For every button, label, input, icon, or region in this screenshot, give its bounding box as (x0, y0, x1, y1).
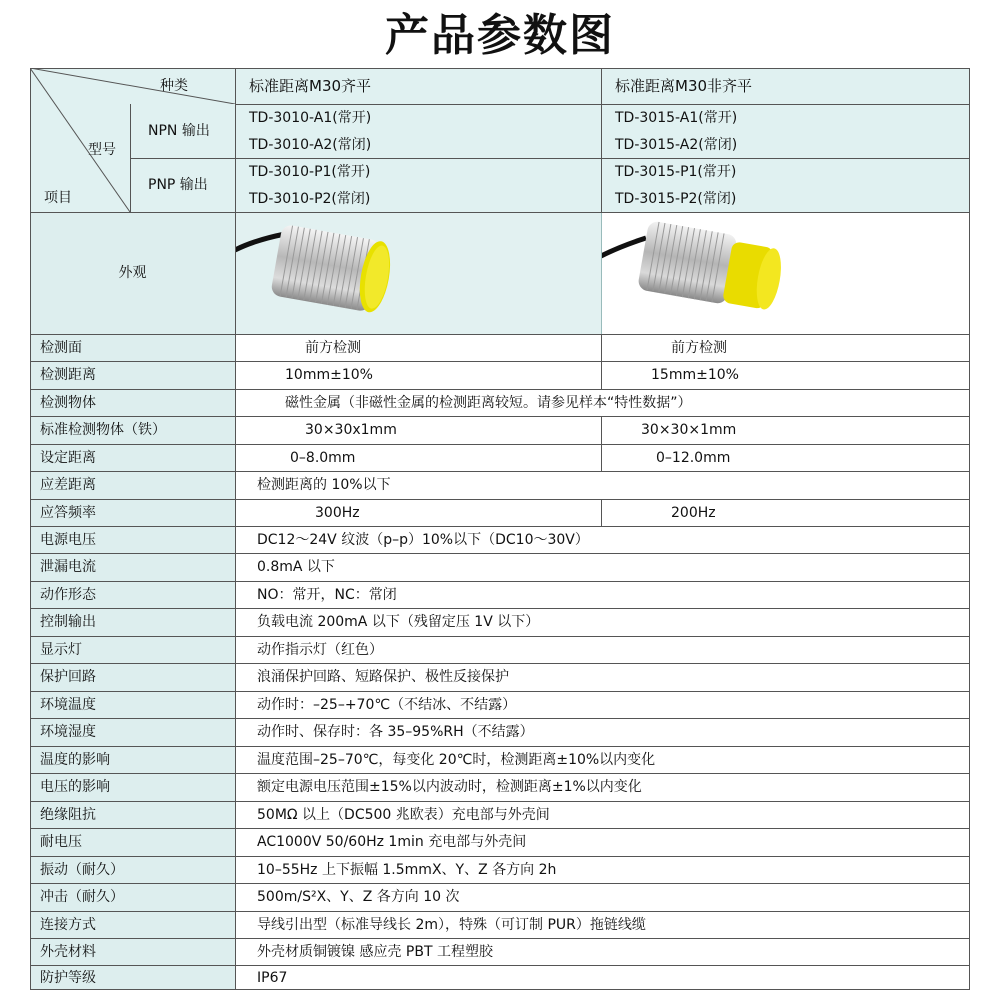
h-line (30, 773, 970, 774)
h-line (30, 553, 970, 554)
page-title: 产品参数图 (385, 10, 615, 61)
row-label: 显示灯 (30, 636, 235, 663)
col2-model-2: TD-3015-A2(常闭) (601, 131, 970, 158)
h-line (30, 444, 970, 445)
h-line (30, 499, 970, 500)
row-value: 浪涌保护回路、短路保护、极性反接保护 (235, 663, 970, 691)
row-value: 动作指示灯（红色） (235, 636, 970, 663)
row-label: 连接方式 (30, 911, 235, 938)
h-line (30, 471, 970, 472)
h-line (30, 212, 970, 213)
flush-sensor-image (235, 212, 601, 334)
appearance-label: 外观 (30, 212, 235, 334)
npn-label: NPN 输出 (130, 104, 235, 158)
col2-model-1: TD-3015-A1(常开) (601, 104, 970, 131)
row-value: 动作时：–25–+70℃（不结冰、不结露） (235, 691, 970, 718)
table-border-left (30, 68, 31, 990)
h-line (30, 416, 970, 417)
type-label: 种类 (160, 78, 188, 94)
pnp-label: PNP 输出 (130, 158, 235, 212)
h-line (30, 581, 970, 582)
h-line (30, 718, 970, 719)
h-line (30, 526, 970, 527)
h-line (30, 691, 970, 692)
divider-split (601, 499, 602, 526)
row-label: 电源电压 (30, 526, 235, 553)
row-value: 外壳材质铜镀镍 感应壳 PBT 工程塑胶 (235, 938, 970, 965)
row-value: 50MΩ 以上（DC500 兆欧表）充电部与外壳间 (235, 801, 970, 828)
row-value-col1: 10mm±10% (235, 361, 601, 389)
row-value: 检测距离的 10%以下 (235, 471, 970, 499)
col2-model-3: TD-3015-P1(常开) (601, 158, 970, 185)
h-line (30, 361, 970, 362)
row-label: 标准检测物体（铁） (30, 416, 235, 444)
row-label: 控制输出 (30, 608, 235, 636)
table-border-top (30, 68, 970, 69)
row-label: 环境温度 (30, 691, 235, 718)
row-value: IP67 (235, 965, 970, 990)
appearance-photo-1 (235, 212, 601, 334)
row-label: 动作形态 (30, 581, 235, 608)
h-line (30, 801, 970, 802)
row-label: 绝缘阻抗 (30, 801, 235, 828)
row-value-col2: 0–12.0mm (601, 444, 970, 471)
table-border-right (969, 68, 970, 990)
row-label: 耐电压 (30, 828, 235, 856)
row-label: 应差距离 (30, 471, 235, 499)
row-label: 检测距离 (30, 361, 235, 389)
row-value: 0.8mA 以下 (235, 553, 970, 581)
row-value-col1: 30×30x1mm (235, 416, 601, 444)
row-value-col2: 前方检测 (601, 334, 970, 361)
spec-table (30, 68, 970, 990)
row-label: 外壳材料 (30, 938, 235, 965)
nonflush-sensor-image (601, 212, 970, 334)
row-value-col2: 30×30×1mm (601, 416, 970, 444)
h-line (130, 158, 970, 159)
divider-label-column (235, 68, 236, 990)
table-border-bottom (30, 989, 970, 990)
row-label: 检测面 (30, 334, 235, 361)
h-line (30, 911, 970, 912)
h-line (30, 608, 970, 609)
col2-model-4: TD-3015-P2(常闭) (601, 185, 970, 212)
h-line (30, 389, 970, 390)
h-line (30, 334, 970, 335)
row-value: 500m/S²X、Y、Z 各方向 10 次 (235, 883, 970, 911)
row-value: 负载电流 200mA 以下（残留定压 1V 以下） (235, 608, 970, 636)
row-value: 动作时、保存时：各 35–95%RH（不结露） (235, 718, 970, 746)
row-value: 温度范围–25–70℃，每变化 20℃时，检测距离±10%以内变化 (235, 746, 970, 773)
h-line (30, 746, 970, 747)
row-value: NO：常开，NC：常闭 (235, 581, 970, 608)
row-value-col1: 300Hz (235, 499, 601, 526)
row-label: 冲击（耐久） (30, 883, 235, 911)
row-value: 10–55Hz 上下振幅 1.5mmX、Y、Z 各方向 2h (235, 856, 970, 883)
row-label: 防护等级 (30, 965, 235, 990)
row-label: 电压的影响 (30, 773, 235, 801)
h-line (30, 938, 970, 939)
row-label: 泄漏电流 (30, 553, 235, 581)
h-line (30, 965, 970, 966)
col1-model-3: TD-3010-P1(常开) (235, 158, 601, 185)
col1-model-1: TD-3010-A1(常开) (235, 104, 601, 131)
h-line (235, 104, 970, 105)
row-value: 磁性金属（非磁性金属的检测距离较短。请参见样本“特性数据”） (235, 389, 970, 416)
col2-type: 标准距离M30非齐平 (601, 68, 970, 104)
row-label: 保护回路 (30, 663, 235, 691)
h-line (30, 828, 970, 829)
appearance-photo-2 (601, 212, 970, 334)
row-value-col1: 前方检测 (235, 334, 601, 361)
col1-model-4: TD-3010-P2(常闭) (235, 185, 601, 212)
row-label: 设定距离 (30, 444, 235, 471)
h-line (30, 663, 970, 664)
h-line (30, 856, 970, 857)
row-label: 应答频率 (30, 499, 235, 526)
row-label: 温度的影响 (30, 746, 235, 773)
divider-model-column (601, 212, 602, 334)
row-value-col2: 200Hz (601, 499, 970, 526)
row-value: DC12～24V 纹波（p–p）10%以下（DC10～30V） (235, 526, 970, 553)
row-value: 导线引出型（标准导线长 2m），特殊（可订制 PUR）拖链线缆 (235, 911, 970, 938)
row-value-col1: 0–8.0mm (235, 444, 601, 471)
row-value: 额定电源电压范围±15%以内波动时，检测距离±1%以内变化 (235, 773, 970, 801)
divider-model-column (601, 68, 602, 212)
row-label: 环境湿度 (30, 718, 235, 746)
row-value-col2: 15mm±10% (601, 361, 970, 389)
row-value: AC1000V 50/60Hz 1min 充电部与外壳间 (235, 828, 970, 856)
row-label: 振动（耐久） (30, 856, 235, 883)
col1-type: 标准距离M30齐平 (235, 68, 601, 104)
col1-model-2: TD-3010-A2(常闭) (235, 131, 601, 158)
h-line (30, 636, 970, 637)
model-label: 型号 (88, 142, 116, 158)
h-line (30, 883, 970, 884)
row-label: 检测物体 (30, 389, 235, 416)
item-label: 项目 (44, 190, 72, 206)
